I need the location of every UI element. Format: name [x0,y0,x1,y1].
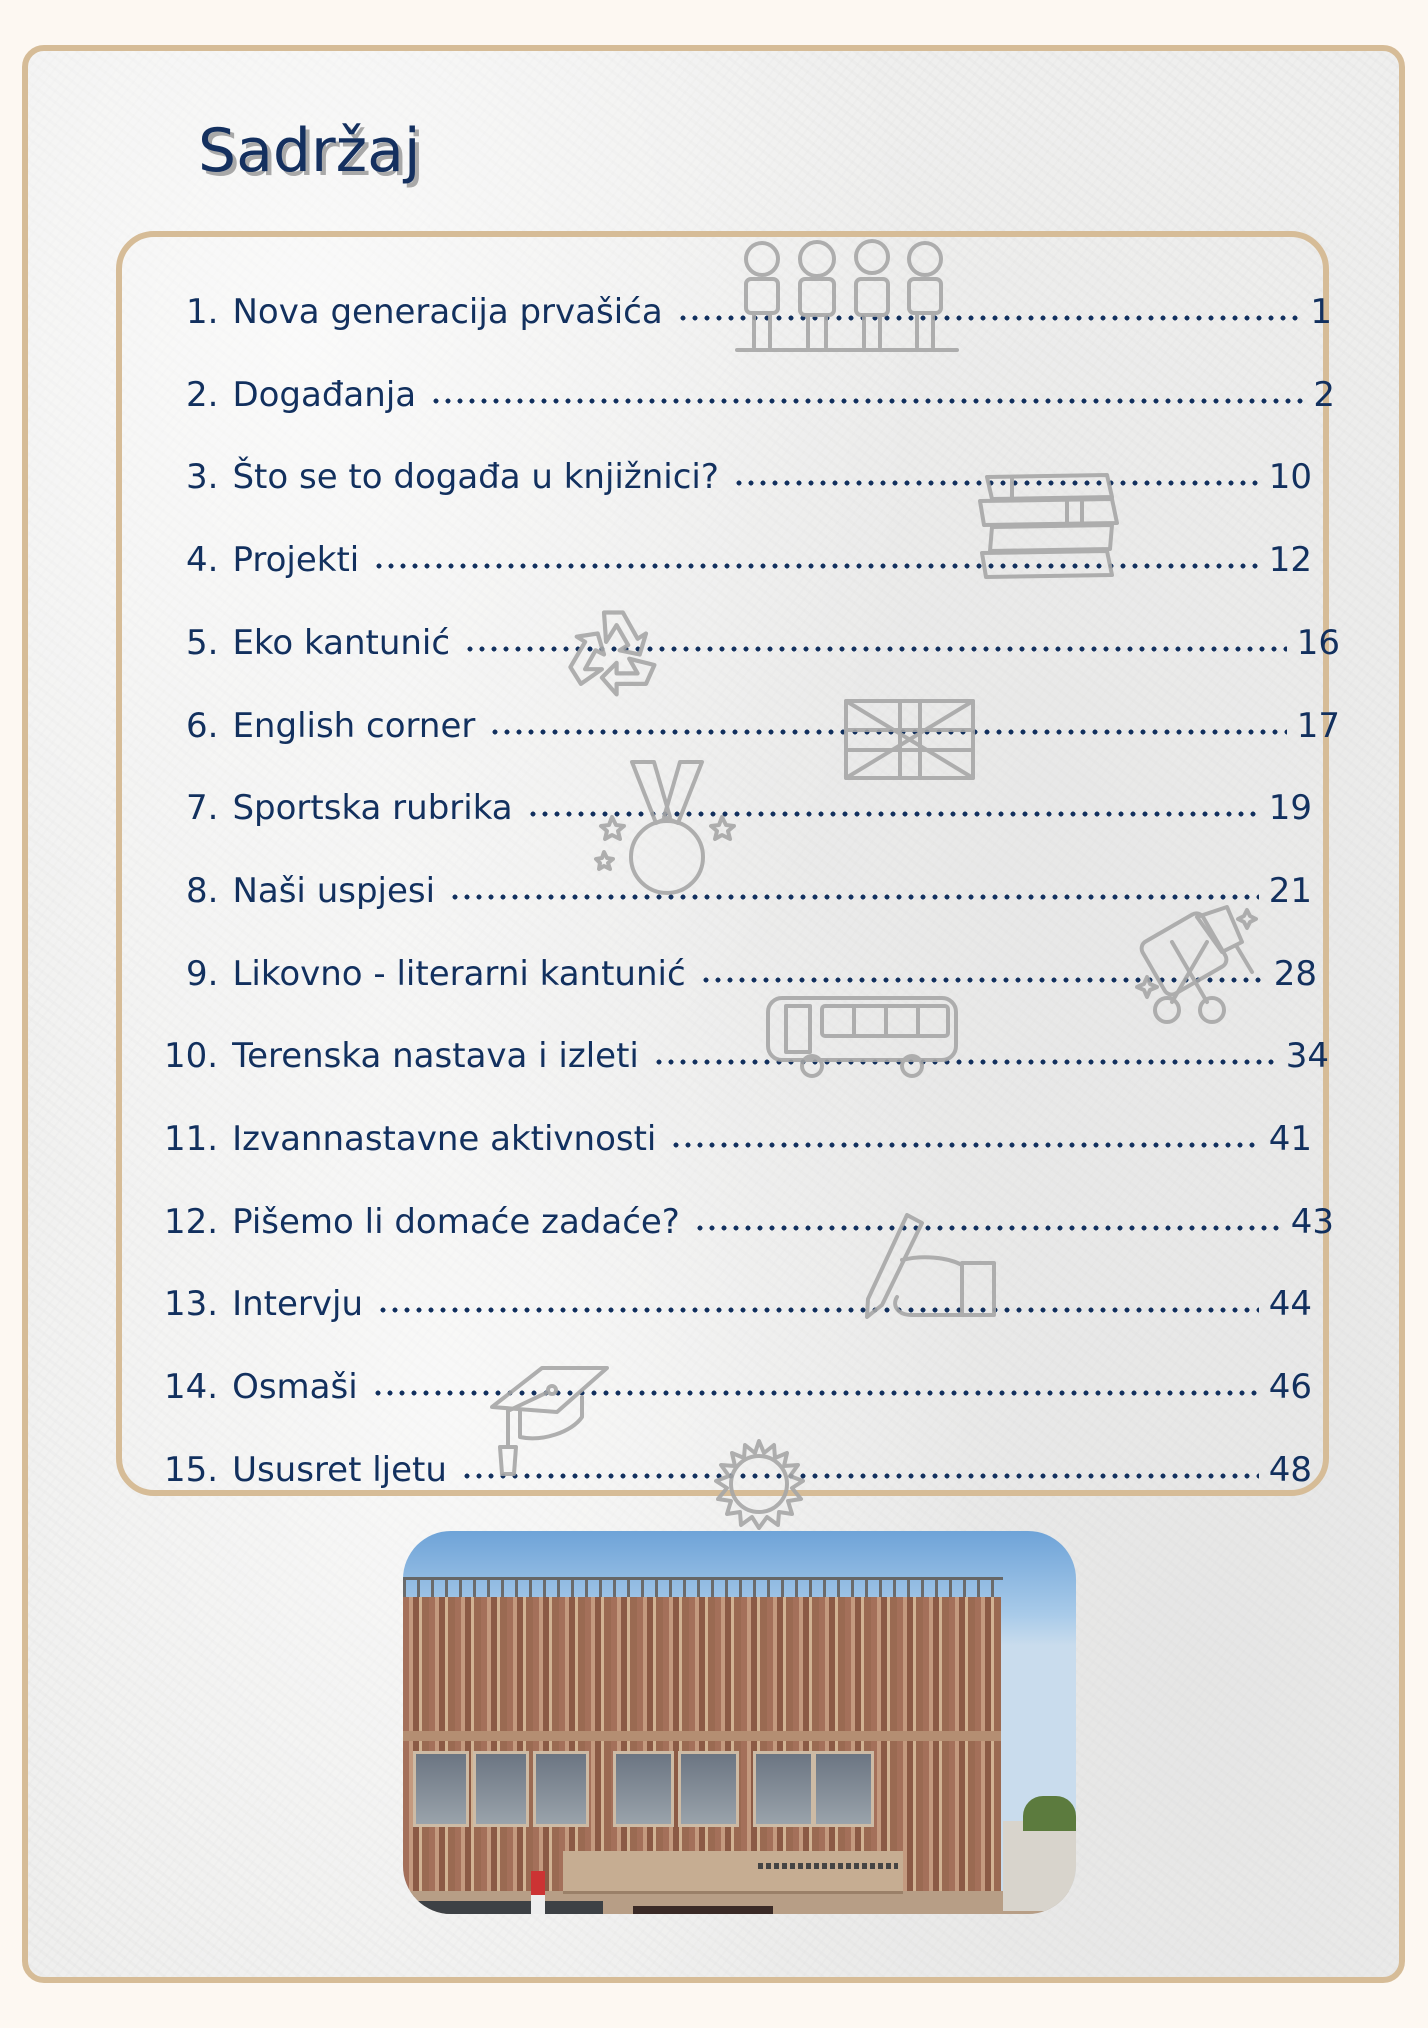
toc-entry-page-number: 34 [1285,1036,1329,1077]
toc-entry-number: 11. [164,1119,219,1159]
toc-entry-number: 5. [186,622,219,663]
toc-entry-title: Naši uspjesi [232,870,436,911]
toc-entry-title: Nova generacija prvašića [232,292,663,332]
toc-entry-number: 12. [164,1201,219,1242]
toc-entry-page-number: 43 [1290,1201,1334,1242]
toc-entry-title: Intervju [232,1284,363,1325]
toc-entry-title: Izvannastavne aktivnosti [232,1119,657,1159]
toc-entry-page-number: 28 [1273,953,1317,994]
toc-entry-title: Sportska rubrika [232,788,513,829]
sun-icon [712,1437,807,1532]
toc-entry-title: Likovno - literarni kantunić [232,953,686,994]
toc-entry-number: 6. [186,705,219,746]
uk-flag-icon [842,697,977,782]
toc-entry-page-number: 16 [1296,622,1340,663]
toc-entry-page-number: 46 [1268,1367,1312,1408]
toc-entry[interactable] [164,1362,1312,1412]
toc-entry-page-number: 17 [1296,705,1340,746]
toc-entry[interactable] [164,1279,1312,1329]
dot-leader [373,563,1259,569]
toc-entry-title: Ususret ljetu [232,1449,447,1490]
toc-entry[interactable] [186,618,1340,668]
scissors-glue-icon [1127,902,1262,1032]
toc-entry-page-number: 41 [1268,1119,1312,1159]
toc-entry-page-number: 48 [1268,1449,1312,1490]
toc-entry-number: 7. [186,788,219,829]
toc-entry-title: Što se to događa u knjižnici? [232,457,719,498]
school-building-photo [403,1531,1076,1914]
medal-icon [592,757,742,897]
toc-entry-page-number: 21 [1268,870,1312,911]
graduation-cap-icon [482,1362,612,1482]
dot-leader [653,1059,1276,1065]
children-backpacks-icon [732,237,962,357]
dot-leader [377,1307,1259,1313]
toc-entry-title: Projekti [232,540,360,581]
toc-entry-number: 14. [164,1367,219,1408]
table-of-contents [116,231,1340,1496]
toc-entry-number: 1. [186,292,219,332]
page-frame [22,45,1405,1983]
toc-entry[interactable] [186,370,1335,420]
toc-entry-page-number: 44 [1268,1284,1312,1325]
toc-entry-number: 3. [186,457,219,498]
toc-entry[interactable] [164,1197,1334,1247]
toc-entry-title: Terenska nastava i izleti [232,1036,639,1077]
bus-icon [762,992,962,1082]
toc-entry-title: Eko kantunić [232,622,451,663]
toc-entry-number: 13. [164,1284,219,1325]
toc-entry[interactable] [164,1031,1329,1081]
toc-entry[interactable] [186,701,1340,751]
dot-leader [430,398,1303,404]
page-title: Sadržaj [198,116,421,186]
toc-entry-number: 2. [186,374,219,415]
toc-entry-number: 10. [164,1036,219,1077]
toc-entry-number: 8. [186,870,219,911]
toc-entry-number: 9. [186,953,219,994]
recycle-icon [562,602,667,707]
toc-entry-number: 4. [186,540,219,581]
books-stack-icon [972,467,1122,582]
toc-entry-title: Događanja [232,374,417,415]
toc-entry-title: Pišemo li domaće zadaće? [232,1201,680,1242]
toc-entry-page-number: 19 [1268,788,1312,829]
toc-entry[interactable] [186,783,1312,833]
hand-writing-icon [852,1205,1002,1325]
dot-leader [670,1142,1258,1148]
toc-entry-number: 15. [164,1449,219,1490]
toc-entry[interactable] [186,452,1312,502]
toc-entry[interactable] [186,535,1312,585]
toc-entry-title: English corner [232,705,476,746]
toc-entry-page-number: 10 [1268,457,1312,498]
dot-leader [449,894,1259,900]
toc-entry-page-number: 1 [1310,292,1332,332]
toc-entry-title: Osmaši [232,1367,358,1408]
toc-entry-page-number: 12 [1268,540,1312,581]
toc-entry-page-number: 2 [1313,374,1335,415]
toc-entry[interactable] [164,1114,1312,1164]
